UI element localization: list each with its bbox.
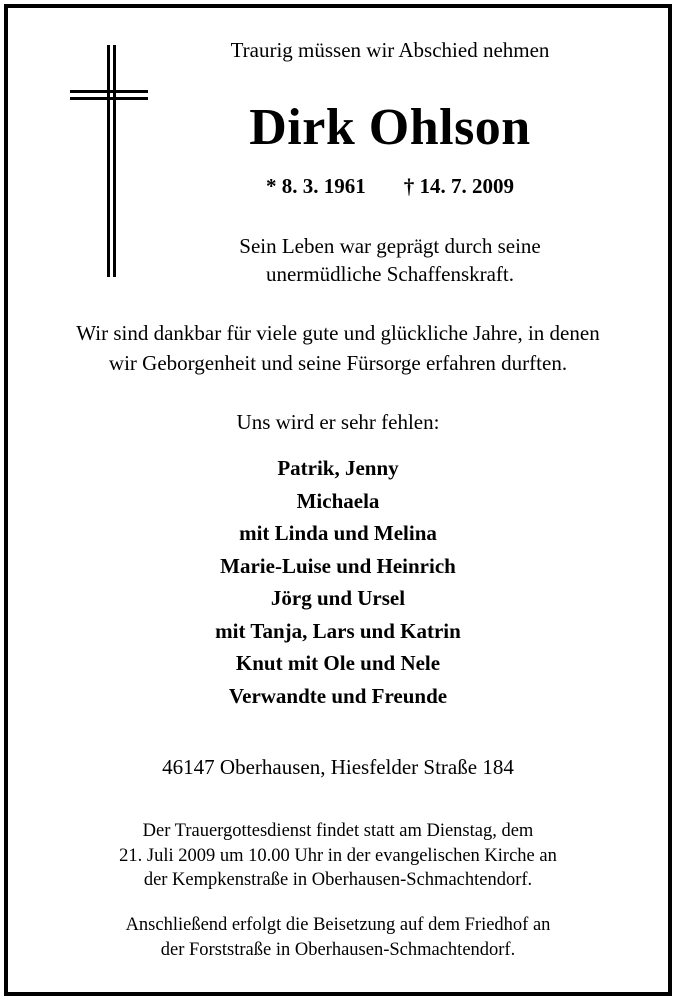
life-line: Sein Leben war geprägt durch seine: [239, 234, 541, 258]
life-line: unermüdliche Schaffenskraft.: [265, 262, 515, 286]
burial-line: der Forststraße in Oberhausen-Schmachtendorf.: [160, 939, 516, 960]
mourner-line: mit Linda und Melina: [239, 521, 437, 545]
life-description: [120, 232, 660, 288]
gratitude-text: [10, 318, 666, 378]
burial-line: Anschließend erfolgt die Beisetzung auf dem Friedhof an: [125, 915, 551, 935]
deceased-name: Dirk Ohlson: [249, 99, 531, 156]
service-line: Der Trauergottesdienst findet statt am Dienstag, dem: [142, 821, 534, 841]
birth-date: * 8. 3. 1961: [266, 174, 366, 198]
family-address: 46147 Oberhausen, Hiesfelder Straße 184: [162, 755, 514, 779]
mourners-list: [10, 452, 666, 712]
mourner-line: Michaela: [296, 488, 380, 513]
life-dates: [120, 174, 660, 199]
gratitude-line: wir Geborgenheit und seine Fürsorge erfahren durften.: [108, 351, 568, 375]
burial-info: [10, 913, 666, 962]
mourner-line: mit Tanja, Lars und Katrin: [215, 618, 461, 643]
service-info: [10, 819, 666, 893]
intro-line: Traurig müssen wir Abschied nehmen: [230, 38, 550, 62]
mourner-line: Knut mit Ole und Nele: [235, 651, 441, 675]
gratitude-line: Wir sind dankbar für viele gute und glückliche Jahre, in denen: [76, 321, 600, 345]
service-line: der Kempkenstraße in Oberhausen-Schmachtendorf.: [143, 870, 533, 890]
service-line: 21. Juli 2009 um 10.00 Uhr in der evangelischen Kirche an: [119, 845, 557, 866]
death-date: † 14. 7. 2009: [403, 174, 514, 198]
mourner-line: Verwandte und Freunde: [228, 683, 448, 708]
missing-line: Uns wird er sehr fehlen:: [236, 410, 440, 434]
mourner-line: Marie-Luise und Heinrich: [220, 553, 456, 578]
mourner-line: Patrik, Jenny: [277, 456, 399, 480]
mourner-line: Jörg und Ursel: [270, 586, 406, 610]
